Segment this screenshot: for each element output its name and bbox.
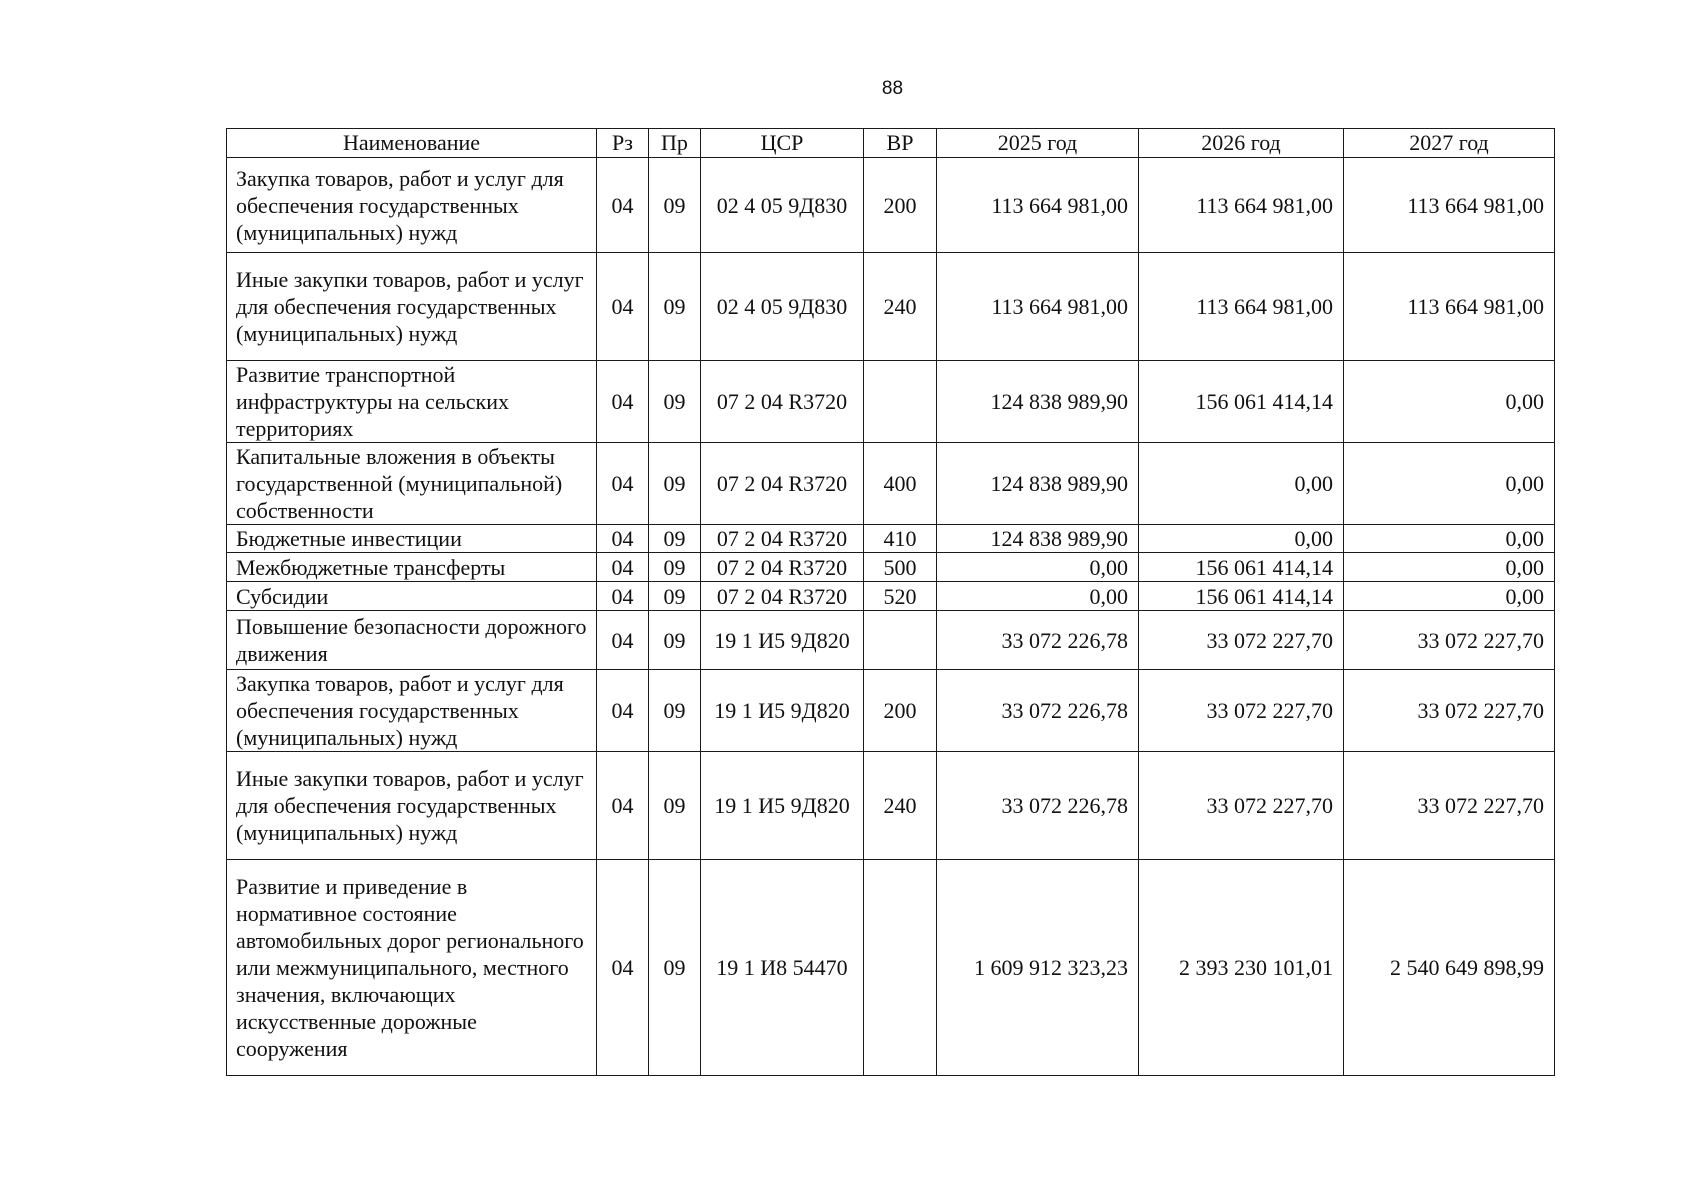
table-row [227, 553, 1555, 582]
cell-2025: 33 072 226,78 [937, 670, 1139, 752]
cell-name: Капитальные вложения в объекты государственной (муниципальной) собственности [227, 443, 597, 525]
cell-vr: 240 [864, 752, 937, 860]
table-row [227, 158, 1555, 253]
cell-2027: 0,00 [1344, 553, 1555, 582]
cell-2025: 113 664 981,00 [937, 253, 1139, 361]
table-row [227, 670, 1555, 752]
cell-2027: 33 072 227,70 [1344, 670, 1555, 752]
cell-vr: 200 [864, 670, 937, 752]
cell-rz: 04 [597, 611, 649, 670]
cell-csr: 07 2 04 R3720 [701, 582, 864, 611]
cell-csr: 19 1 И5 9Д820 [701, 752, 864, 860]
cell-csr: 07 2 04 R3720 [701, 525, 864, 553]
cell-pr: 09 [649, 582, 701, 611]
cell-name: Закупка товаров, работ и услуг для обеспечения государственных (муниципальных) нужд [227, 158, 597, 253]
cell-rz: 04 [597, 361, 649, 443]
cell-pr: 09 [649, 253, 701, 361]
cell-pr: 09 [649, 361, 701, 443]
header-pr: Пр [649, 129, 701, 158]
cell-2027: 113 664 981,00 [1344, 253, 1555, 361]
cell-rz: 04 [597, 158, 649, 253]
table-row [227, 361, 1555, 443]
cell-name: Закупка товаров, работ и услуг для обеспечения государственных (муниципальных) нужд [227, 670, 597, 752]
table-row [227, 611, 1555, 670]
cell-2025: 0,00 [937, 582, 1139, 611]
cell-2026: 113 664 981,00 [1139, 158, 1344, 253]
cell-vr [864, 860, 937, 1076]
cell-2025: 124 838 989,90 [937, 525, 1139, 553]
cell-pr: 09 [649, 860, 701, 1076]
cell-pr: 09 [649, 158, 701, 253]
cell-pr: 09 [649, 443, 701, 525]
header-2027: 2027 год [1344, 129, 1555, 158]
cell-csr: 19 1 И8 54470 [701, 860, 864, 1076]
cell-2026: 2 393 230 101,01 [1139, 860, 1344, 1076]
cell-name: Иные закупки товаров, работ и услуг для обеспечения государственных (муниципальных) нужд [227, 253, 597, 361]
cell-vr: 240 [864, 253, 937, 361]
cell-vr: 200 [864, 158, 937, 253]
cell-csr: 02 4 05 9Д830 [701, 253, 864, 361]
cell-vr: 500 [864, 553, 937, 582]
cell-2026: 113 664 981,00 [1139, 253, 1344, 361]
cell-rz: 04 [597, 553, 649, 582]
cell-pr: 09 [649, 525, 701, 553]
cell-2025: 1 609 912 323,23 [937, 860, 1139, 1076]
header-csr: ЦСР [701, 129, 864, 158]
table-row [227, 582, 1555, 611]
cell-csr: 07 2 04 R3720 [701, 361, 864, 443]
cell-2026: 0,00 [1139, 443, 1344, 525]
cell-2026: 33 072 227,70 [1139, 670, 1344, 752]
cell-csr: 02 4 05 9Д830 [701, 158, 864, 253]
cell-2026: 156 061 414,14 [1139, 361, 1344, 443]
cell-2025: 33 072 226,78 [937, 611, 1139, 670]
cell-vr: 520 [864, 582, 937, 611]
cell-vr: 410 [864, 525, 937, 553]
cell-name: Межбюджетные трансферты [227, 553, 597, 582]
cell-2025: 124 838 989,90 [937, 443, 1139, 525]
cell-rz: 04 [597, 670, 649, 752]
cell-2026: 33 072 227,70 [1139, 611, 1344, 670]
cell-2027: 33 072 227,70 [1344, 752, 1555, 860]
cell-name: Развитие и приведение в нормативное состояние автомобильных дорог регионального или межмуниципального, местного значения, включающих искусственные дорожные сооружения [227, 860, 597, 1076]
header-vr: ВР [864, 129, 937, 158]
cell-2027: 33 072 227,70 [1344, 611, 1555, 670]
cell-vr: 400 [864, 443, 937, 525]
cell-csr: 07 2 04 R3720 [701, 553, 864, 582]
table-header-row [227, 129, 1555, 158]
cell-pr: 09 [649, 553, 701, 582]
cell-csr: 19 1 И5 9Д820 [701, 670, 864, 752]
cell-csr: 19 1 И5 9Д820 [701, 611, 864, 670]
cell-vr [864, 611, 937, 670]
cell-rz: 04 [597, 860, 649, 1076]
header-2026: 2026 год [1139, 129, 1344, 158]
header-name: Наименование [227, 129, 597, 158]
header-2025: 2025 год [937, 129, 1139, 158]
budget-table [226, 128, 1555, 1076]
cell-2026: 0,00 [1139, 525, 1344, 553]
cell-2025: 113 664 981,00 [937, 158, 1139, 253]
header-rz: Рз [597, 129, 649, 158]
table-row [227, 443, 1555, 525]
table-row [227, 253, 1555, 361]
cell-2027: 113 664 981,00 [1344, 158, 1555, 253]
cell-name: Бюджетные инвестиции [227, 525, 597, 553]
cell-rz: 04 [597, 752, 649, 860]
cell-rz: 04 [597, 443, 649, 525]
cell-2025: 0,00 [937, 553, 1139, 582]
cell-2026: 156 061 414,14 [1139, 582, 1344, 611]
cell-2027: 0,00 [1344, 443, 1555, 525]
cell-pr: 09 [649, 670, 701, 752]
table-row [227, 860, 1555, 1076]
cell-rz: 04 [597, 253, 649, 361]
cell-2025: 124 838 989,90 [937, 361, 1139, 443]
cell-vr [864, 361, 937, 443]
page-number: 88 [881, 78, 904, 99]
cell-2027: 0,00 [1344, 582, 1555, 611]
cell-csr: 07 2 04 R3720 [701, 443, 864, 525]
cell-pr: 09 [649, 611, 701, 670]
table-row [227, 752, 1555, 860]
cell-name: Развитие транспортной инфраструктуры на сельских территориях [227, 361, 597, 443]
cell-rz: 04 [597, 582, 649, 611]
cell-name: Иные закупки товаров, работ и услуг для обеспечения государственных (муниципальных) нужд [227, 752, 597, 860]
cell-2026: 33 072 227,70 [1139, 752, 1344, 860]
cell-rz: 04 [597, 525, 649, 553]
cell-2027: 0,00 [1344, 361, 1555, 443]
cell-name: Повышение безопасности дорожного движения [227, 611, 597, 670]
table-row [227, 525, 1555, 553]
cell-2026: 156 061 414,14 [1139, 553, 1344, 582]
cell-2025: 33 072 226,78 [937, 752, 1139, 860]
cell-pr: 09 [649, 752, 701, 860]
cell-2027: 0,00 [1344, 525, 1555, 553]
cell-name: Субсидии [227, 582, 597, 611]
cell-2027: 2 540 649 898,99 [1344, 860, 1555, 1076]
